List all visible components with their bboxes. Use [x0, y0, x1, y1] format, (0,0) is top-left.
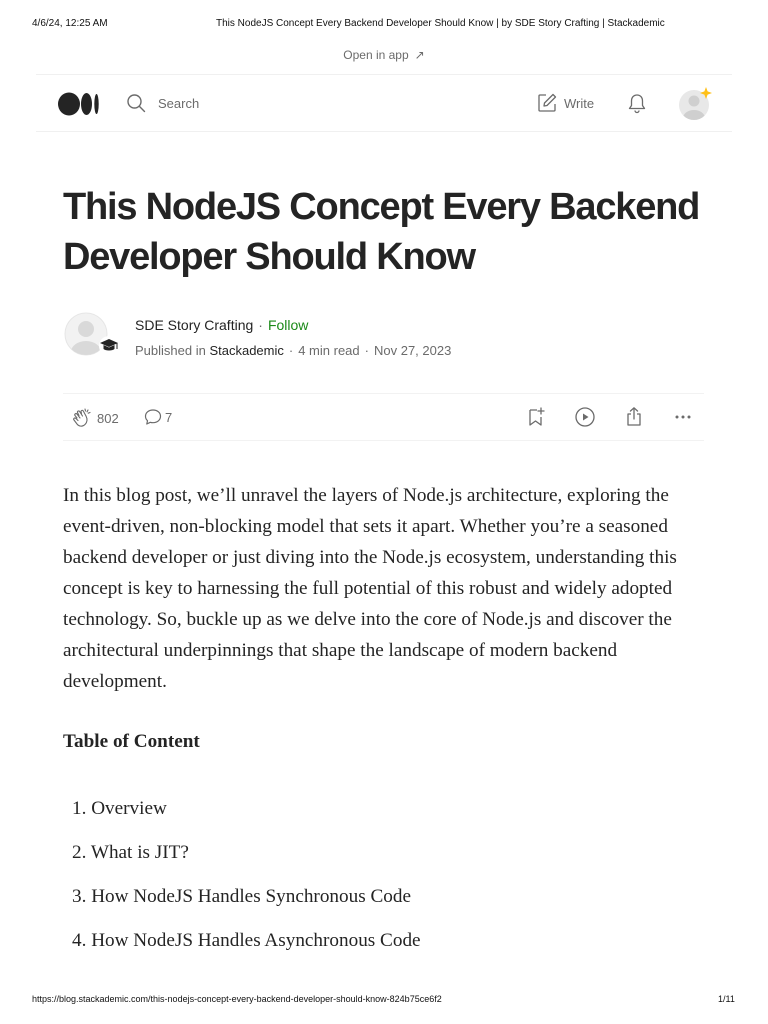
arrow-up-right-icon: ↗ [414, 48, 425, 62]
print-url: https://blog.stackademic.com/this-nodejs-concept-every-backend-developer-should-know-824b75ce6f2 [32, 994, 442, 1004]
read-time: 4 min read [298, 343, 360, 358]
play-icon[interactable] [574, 406, 596, 428]
write-label: Write [564, 95, 595, 111]
bell-icon[interactable] [626, 92, 648, 114]
toc-heading: Table of Content [63, 731, 200, 752]
author-name[interactable]: SDE Story Crafting [135, 317, 254, 333]
search-icon [126, 93, 146, 113]
avatar[interactable] [678, 87, 712, 121]
print-date: 4/6/24, 12:25 AM [32, 18, 108, 29]
toc-item: 1. Overview [72, 798, 167, 819]
print-page-number: 1/11 [718, 994, 735, 1004]
author-avatar[interactable] [64, 312, 120, 358]
clap-button[interactable] [71, 407, 119, 429]
article-title: This NodeJS Concept Every Backend Developer Should Know [63, 186, 700, 278]
publication-link[interactable]: Stackademic [209, 343, 284, 358]
search-bar[interactable] [126, 93, 298, 113]
clap-icon [71, 407, 93, 429]
print-footer [0, 994, 768, 1008]
open-in-app-link[interactable] [0, 48, 768, 62]
publish-date: Nov 27, 2023 [373, 343, 452, 358]
search-input[interactable] [158, 96, 298, 111]
write-icon [536, 92, 558, 114]
separator-dot: · [288, 343, 294, 358]
open-in-app-label: Open in app [343, 48, 409, 62]
separator-dot: · [364, 343, 369, 358]
meta-line [135, 343, 451, 358]
print-title: This NodeJS Concept Every Backend Developer Should Know | by SDE Story Crafting | Stackademic [216, 18, 665, 29]
author-line [135, 317, 308, 333]
print-header [0, 18, 768, 32]
more-options-icon[interactable] [672, 406, 694, 428]
medium-logo[interactable] [58, 92, 100, 116]
write-button[interactable] [536, 92, 594, 114]
separator-dot: · [258, 317, 263, 333]
top-navigation [36, 74, 732, 132]
toc-item: 4. How NodeJS Handles Asynchronous Code [72, 930, 421, 951]
responses-button[interactable] [143, 407, 172, 427]
toc-item: 2. What is JIT? [72, 842, 189, 863]
share-icon[interactable] [623, 406, 645, 428]
toc-item: 3. How NodeJS Handles Synchronous Code [72, 886, 411, 907]
action-bar [63, 393, 704, 441]
comment-icon [143, 407, 163, 427]
follow-button[interactable]: Follow [267, 317, 309, 333]
bookmark-add-icon[interactable] [525, 406, 547, 428]
published-in-label: Published in [135, 343, 206, 358]
table-of-contents [72, 795, 421, 971]
clap-count: 802 [97, 410, 119, 426]
response-count: 7 [165, 409, 173, 425]
article-intro: In this blog post, we’ll unravel the layers of Node.js architecture, exploring the event-driven, non-blocking model that sets it apart. Whether you’re a seasoned backend developer or just diving into the Node.js ecosystem, understanding this concept is key to harnessing the full potential of this robust and widely adopted technology. So, buckle up as we delve into the core of Node.js and discover the architectural underpinnings that shape the landscape of modern backend development. [63, 485, 677, 692]
